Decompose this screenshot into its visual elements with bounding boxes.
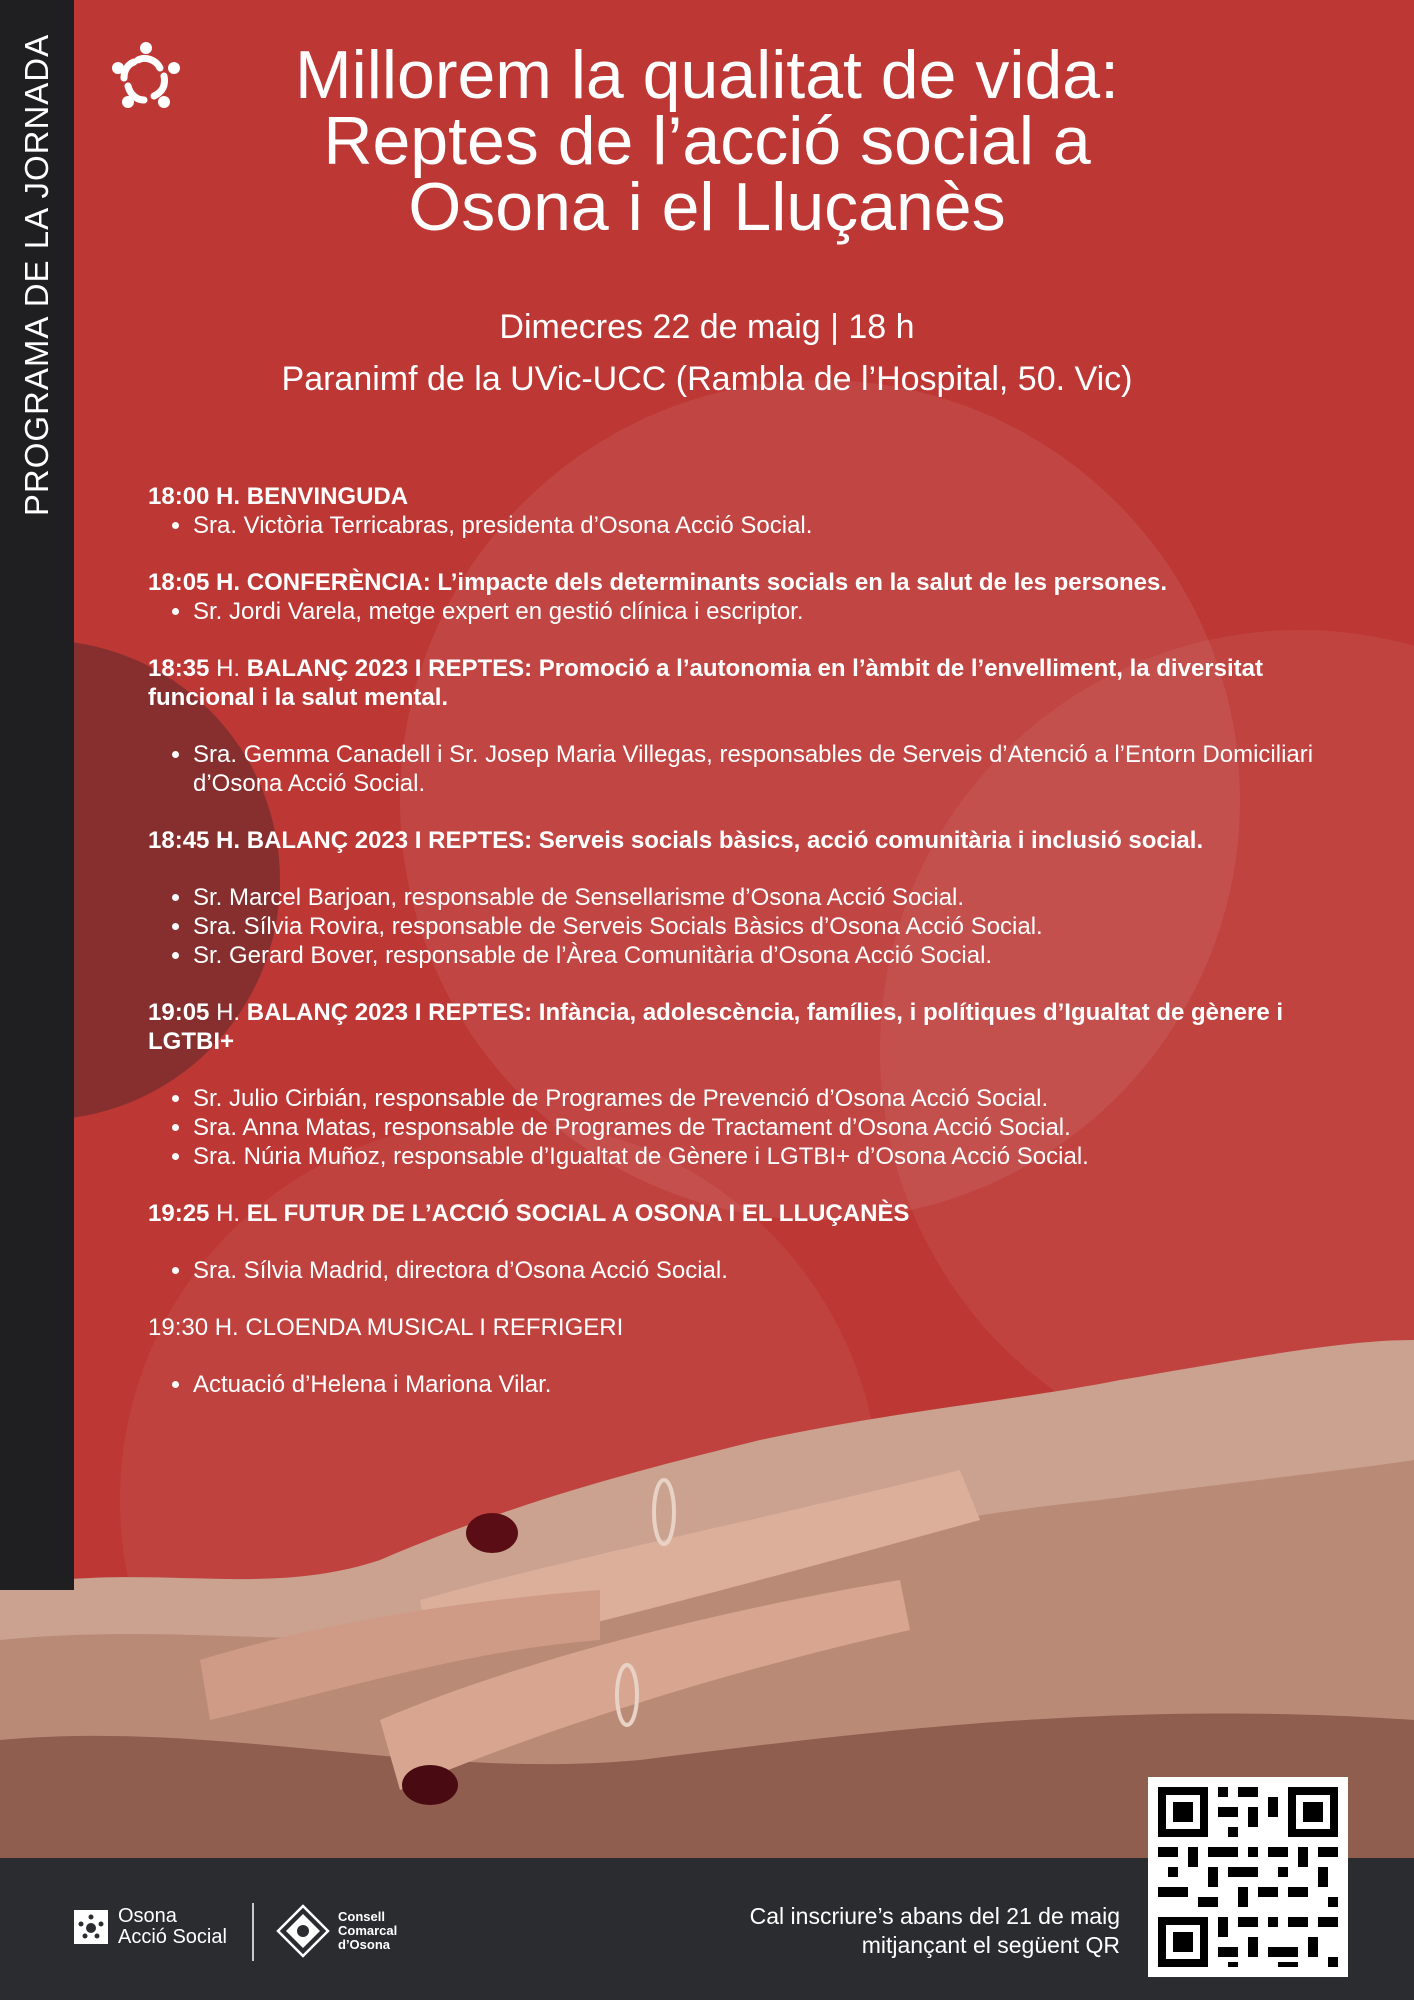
event-venue: Paranimf de la UVic-UCC (Rambla de l’Hospital, 50. Vic)	[281, 360, 1133, 398]
section-title: CONFERÈNCIA: L’impacte dels determinants socials en la salut de les persones.	[246, 569, 1168, 596]
event-date: Dimecres 22 de maig | 18 h	[499, 308, 915, 346]
sidebar	[0, 0, 74, 1590]
logo2-line: Comarcal	[338, 1923, 398, 1938]
speaker-item: • Sr. Jordi Varela, metge expert en gestió clínica i escriptor.	[193, 597, 1318, 626]
logo1-line: Osona	[118, 1905, 177, 1927]
logo2-line: Consell	[338, 1909, 385, 1924]
osona-accio-social-footer-logo	[74, 1906, 227, 1948]
section-title: 19:30 H. CLOENDA MUSICAL I REFRIGERI	[148, 1314, 624, 1341]
section-hour-suffix: H.	[216, 655, 241, 682]
speaker-item: • Sr. Marcel Barjoan, responsable de Sensellarisme d’Osona Acció Social.	[193, 883, 1318, 912]
osona-accio-social-logo-icon	[108, 40, 184, 116]
program-section	[148, 654, 1318, 798]
speaker-item: • Sra. Anna Matas, responsable de Programes de Tractament d’Osona Acció Social.	[193, 1113, 1318, 1142]
consell-comarcal-logo	[276, 1904, 397, 1958]
title-line: Reptes de l’acció social a	[323, 103, 1091, 179]
consell-comarcal-diamond-icon	[276, 1904, 330, 1958]
footer-divider	[252, 1903, 254, 1961]
section-time: 18:05 H.	[148, 569, 241, 596]
section-title: BALANÇ 2023 I REPTES: Infància, adolescència, famílies, i polítiques d’Igualtat de gènere i LGTBI+	[148, 999, 1284, 1055]
program-section	[148, 1313, 1318, 1399]
section-title: EL FUTUR DE L’ACCIÓ SOCIAL A OSONA I EL LLUÇANÈS	[246, 1200, 910, 1227]
section-time: 18:35	[148, 655, 210, 682]
page-title	[210, 37, 1204, 245]
program-section	[148, 482, 1318, 540]
speaker-item: • Sra. Núria Muñoz, responsable d’Igualtat de Gènere i LGTBI+ d’Osona Acció Social.	[193, 1142, 1318, 1171]
speaker-item: • Sra. Sílvia Rovira, responsable de Serveis Socials Bàsics d’Osona Acció Social.	[193, 912, 1318, 941]
section-hour-suffix: H.	[216, 999, 241, 1026]
program-list	[148, 482, 1318, 1427]
speaker-item: • Sr. Gerard Bover, responsable de l’Àrea Comunitària d’Osona Acció Social.	[193, 941, 1318, 970]
program-section	[148, 1199, 1318, 1285]
speaker-item: • Sra. Gemma Canadell i Sr. Josep Maria Villegas, responsables de Serveis d’Atenció a l’Entorn Domiciliari d’Osona Acció Social.	[193, 740, 1318, 798]
section-time: 18:45 H.	[148, 827, 241, 854]
sidebar-label: PROGRAMA DE LA JORNADA	[18, 33, 55, 517]
speaker-item: • Actuació d’Helena i Mariona Vilar.	[193, 1370, 1318, 1399]
section-time: 18:00 H.	[148, 483, 241, 510]
section-hour-suffix: H.	[216, 1200, 241, 1227]
logo2-line: d’Osona	[338, 1937, 391, 1952]
speaker-item: • Sra. Victòria Terricabras, presidenta d’Osona Acció Social.	[193, 511, 1318, 540]
cta-line: Cal inscriure’s abans del 21 de maig	[749, 1903, 1120, 1929]
program-section	[148, 826, 1318, 970]
osona-star-icon	[78, 1914, 104, 1940]
program-section	[148, 568, 1318, 626]
title-line: Osona i el Lluçanès	[408, 169, 1006, 245]
qr-code-icon[interactable]	[1148, 1777, 1348, 1977]
speaker-item: • Sr. Julio Cirbián, responsable de Programes de Prevenció d’Osona Acció Social.	[193, 1084, 1318, 1113]
section-title: BALANÇ 2023 I REPTES: Promoció a l’autonomia en l’àmbit de l’envelliment, la diversitat funcional i la salut mental.	[148, 655, 1263, 711]
cta-line: mitjançant el següent QR	[861, 1932, 1120, 1958]
speaker-item: • Sra. Sílvia Madrid, directora d’Osona Acció Social.	[193, 1256, 1318, 1285]
registration-note	[600, 1902, 1120, 1960]
section-title: BALANÇ 2023 I REPTES: Serveis socials bàsics, acció comunitària i inclusió social.	[246, 827, 1204, 854]
section-time: 19:25	[148, 1200, 210, 1227]
section-time: 19:05	[148, 999, 210, 1026]
title-line: Millorem la qualitat de vida:	[295, 37, 1119, 113]
program-section	[148, 998, 1318, 1171]
logo1-line: Acció Social	[118, 1926, 227, 1948]
section-title: BENVINGUDA	[246, 483, 409, 510]
